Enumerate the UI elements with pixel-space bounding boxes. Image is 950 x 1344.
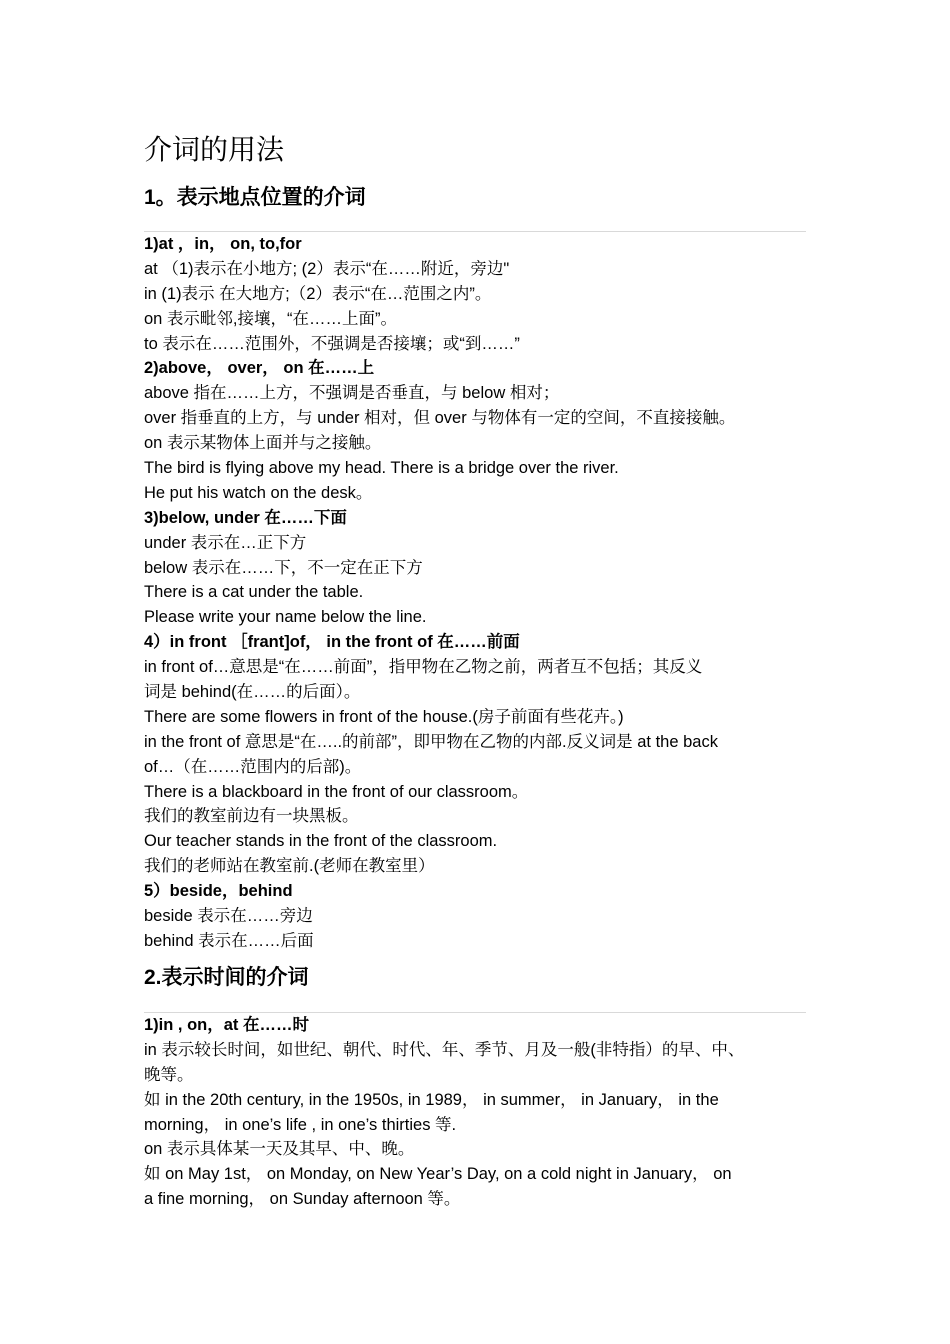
text-line: 我们的教室前边有一块黑板。 <box>144 807 359 826</box>
text-line: in (1)表示 在大地方;（2）表示“在…范围之内”。 <box>144 284 492 303</box>
text-line: There is a cat under the table. <box>144 583 364 602</box>
text-line: Our teacher stands in the front of the classroom. <box>144 832 498 851</box>
text-line: in front of…意思是“在……前面”，指甲物在乙物之前，两者互不包括；其反义 <box>144 658 703 677</box>
text-line: below 表示在……下，不一定在正下方 <box>144 558 423 577</box>
text-line: on 表示某物体上面并与之接触。 <box>144 434 382 453</box>
subheading: 4）in front ［frant]of， in the front of 在……前面 <box>144 633 520 652</box>
text-line: a fine morning， on Sunday afternoon 等。 <box>144 1190 461 1209</box>
text-line: Please write your name below the line. <box>144 608 427 627</box>
text-line: 晚等。 <box>144 1065 194 1084</box>
text-line: morning， in one’s life , in one’s thirties 等. <box>144 1115 457 1134</box>
section-body-location <box>144 232 819 954</box>
subheading: 1)in , on，at 在……时 <box>144 1016 309 1034</box>
text-line: 词是 behind(在……的后面）。 <box>144 683 361 702</box>
subheading: 5）beside，behind <box>144 882 293 901</box>
section-heading-location: 1。表示地点位置的介词 <box>144 186 366 209</box>
section-body-time <box>144 1013 819 1212</box>
text-line: under 表示在…正下方 <box>144 533 307 552</box>
page-title: 介词的用法 <box>144 134 285 165</box>
subheading: 3)below, under 在……下面 <box>144 508 347 527</box>
text-line: The bird is flying above my head. There is a bridge over the river. <box>144 459 619 478</box>
text-line: He put his watch on the desk。 <box>144 483 373 502</box>
text-line: over 指垂直的上方，与 under 相对，但 over 与物体有一定的空间，不直接接触。 <box>144 409 736 428</box>
text-line: of…（在……范围内的后部)。 <box>144 757 362 776</box>
text-line: on 表示毗邻,接壤，“在……上面”。 <box>144 309 398 328</box>
text-line: 如 in the 20th century, in the 1950s, in 1989， in summer， in January， in the <box>144 1090 719 1109</box>
section-heading-time: 2.表示时间的介词 <box>144 966 309 989</box>
text-line: beside 表示在……旁边 <box>144 907 313 926</box>
text-line: in the front of 意思是“在…..的前部”，即甲物在乙物的内部.反义词是 at the back <box>144 732 718 751</box>
text-line: 我们的老师站在教室前.(老师在教室里） <box>144 857 435 876</box>
text-line: to 表示在……范围外，不强调是否接壤；或“到……” <box>144 334 520 353</box>
text-line: in 表示较长时间，如世纪、朝代、时代、年、季节、月及一般(非特指）的早、中、 <box>144 1040 745 1059</box>
text-line: There are some flowers in front of the house.(房子前面有些花卉。) <box>144 707 624 726</box>
text-line: at （1)表示在小地方; (2）表示“在……附近，旁边" <box>144 259 510 278</box>
subheading: 1)at ，in， on, to,for <box>144 235 302 253</box>
text-line: on 表示具体某一天及其早、中、晚。 <box>144 1140 415 1159</box>
text-line: There is a blackboard in the front of our classroom。 <box>144 782 529 801</box>
text-line: behind 表示在……后面 <box>144 931 314 950</box>
text-line: 如 on May 1st， on Monday, on New Year’s Day, on a cold night in January， on <box>144 1165 732 1184</box>
subheading: 2)above， over， on 在……上 <box>144 359 375 378</box>
text-line: above 指在……上方，不强调是否垂直，与 below 相对； <box>144 384 560 403</box>
